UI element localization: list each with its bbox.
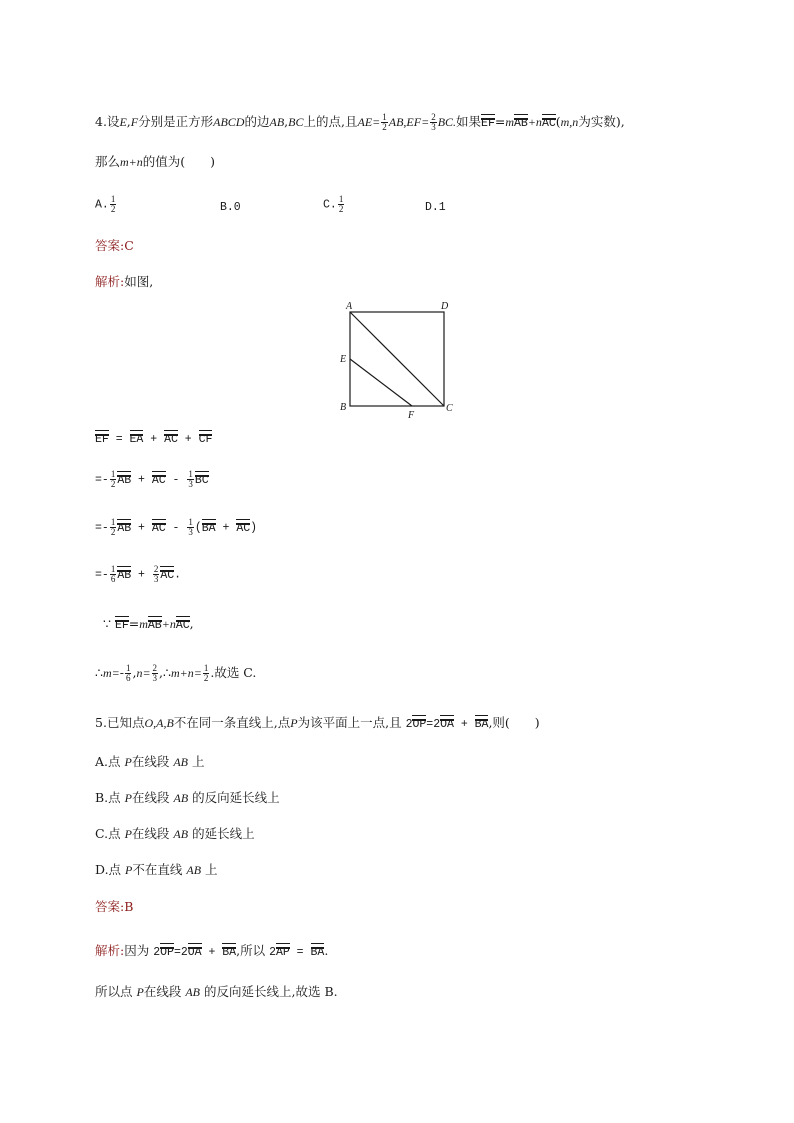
step-4: =- $\frac{1}{6}$ AB + $\frac{2}{3}$ AC. [95,564,182,584]
q5-stem: 5.已知点O,A,B不在同一条直线上,点P为该平面上一点,且 2OP=2OA + BA,则( ) [95,715,540,731]
option-c: C. $\frac{1}{2}$ [323,194,344,214]
vector-AC: AC [542,114,556,130]
option-d: D.1 [425,201,446,214]
step-6: ∴m=- $\frac{1}{6}$ ,n= $\frac{2}{3}$ ,∴m+n= $\frac{1}{2}$ .故选 C. [95,663,257,683]
q4-stem-line2: 那么m+n的值为( ) [95,154,216,169]
q5-option-b: B.点 P在线段 AB 的反向延长线上 [95,790,280,805]
step-2: =- $\frac{1}{2}$ AB + AC - $\frac{1}{3}$ BC [95,469,209,489]
step-1: EF = EA + AC + CF [95,430,212,449]
label-d: D [441,301,449,312]
step-5: ∵ EF=mAB+nAC, [103,616,194,632]
segment-ef [350,359,412,406]
q4-stem-line1: 4.设E,F分别是正方形ABCD的边AB,BC上的点,且AE= $\frac{1}{2}$ AB,EF= $\frac{2}{3}$ BC.如果EF=mAB+nAC(m,n为实数), [95,112,625,132]
label-e: E [340,354,347,365]
option-a: A. $\frac{1}{2}$ [95,194,116,214]
q5-answer: 答案:B [95,899,134,914]
label-c: C [446,403,453,414]
q5-conclusion: 所以点 P在线段 AB 的反向延长线上,故选 B. [95,984,338,999]
diagonal-ac [350,312,444,406]
square-figure [330,295,465,425]
q5-analysis: 解析:因为 2OP=2OA + BA,所以 2AP = BA. [95,943,329,959]
label-f: F [408,410,415,421]
fraction: $\frac{2}{3}$ [431,112,436,132]
q5-option-a: A.点 P在线段 AB 上 [95,754,205,769]
label-b: B [340,402,347,413]
q5-option-d: D.点 P不在直线 AB 上 [95,862,218,877]
q4-answer: 答案:C [95,238,134,253]
q5-option-c: C.点 P在线段 AB 的延长线上 [95,826,255,841]
vector-AB: AB [514,114,528,130]
q4-analysis: 解析:如图, [95,274,154,289]
step-3: =- $\frac{1}{2}$ AB + AC - $\frac{1}{3}$ (BA + AC) [95,517,258,537]
option-b: B.0 [220,201,241,214]
q4-options [95,195,695,219]
fraction: $\frac{1}{2}$ [382,112,387,132]
vector-EF: EF [481,114,495,130]
label-a: A [346,301,353,312]
